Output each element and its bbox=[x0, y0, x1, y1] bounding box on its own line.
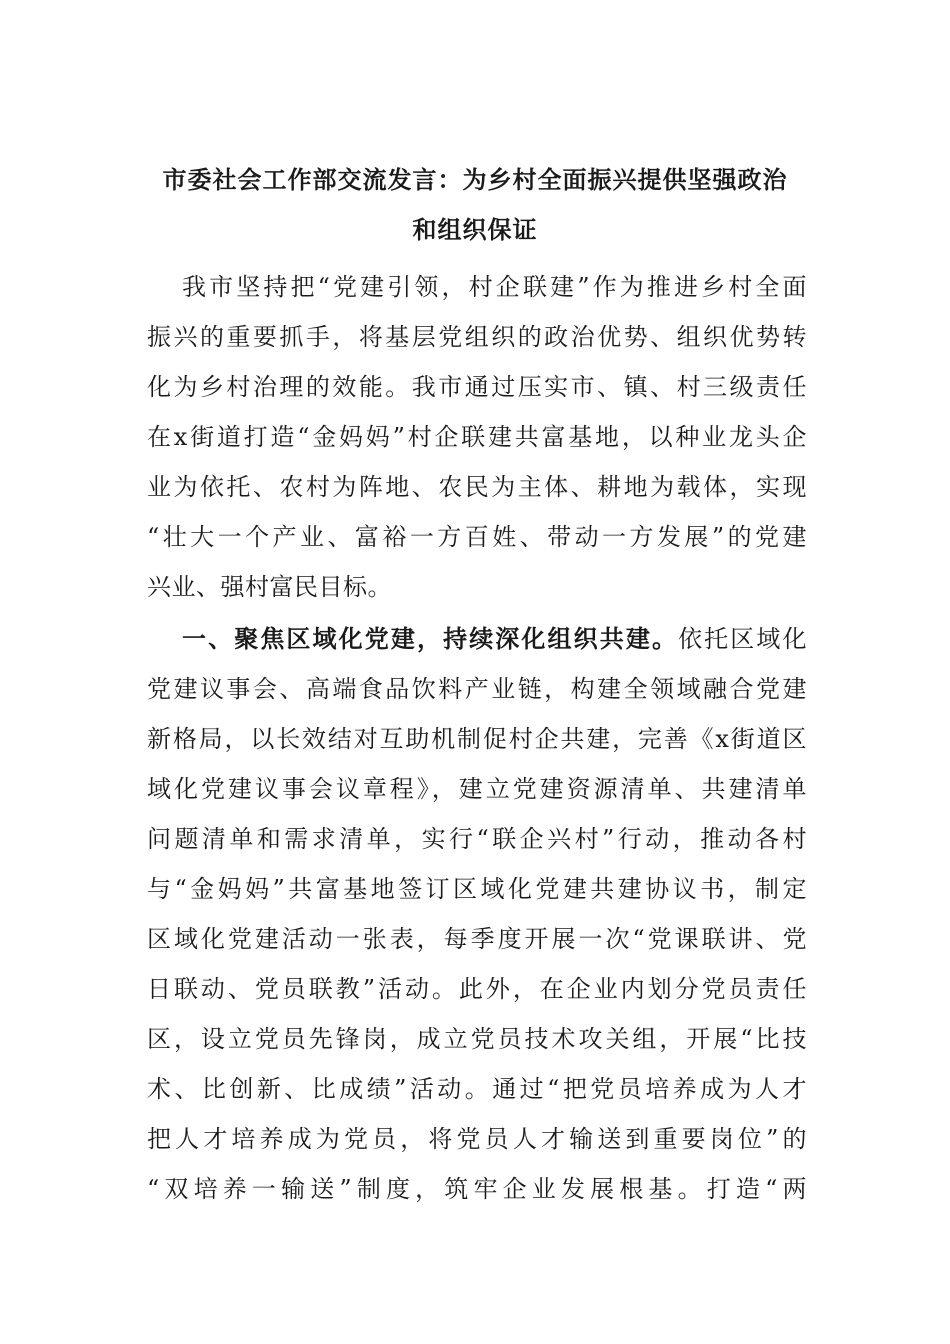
paragraph-2-first-line bbox=[182, 624, 807, 654]
paragraph-2-line: 新格局，以长效结对互助机制促村企共建，完善《x街道区 bbox=[147, 725, 807, 753]
paragraph-1-line: 化为乡村治理的效能。我市通过压实市、镇、村三级责任 bbox=[147, 373, 807, 401]
paragraph-2-line: 日联动、党员联教”活动。此外，在企业内划分党员责任 bbox=[147, 975, 807, 1003]
paragraph-2-line: 问题清单和需求清单，实行“联企兴村”行动，推动各村 bbox=[147, 825, 807, 853]
paragraph-1-line: 业为依托、农村为阵地、农民为主体、耕地为载体，实现 bbox=[147, 473, 807, 501]
paragraph-2-line: 把人才培养成为党员，将党员人才输送到重要岗位”的 bbox=[147, 1125, 807, 1153]
paragraph-2-first-line-rest: 依托区域化 bbox=[678, 625, 808, 653]
paragraph-1-line: 在x街道打造“金妈妈”村企联建共富基地，以种业龙头企 bbox=[147, 423, 807, 451]
document-title-line-1: 市委社会工作部交流发言：为乡村全面振兴提供坚强政治 bbox=[162, 166, 788, 194]
paragraph-2-line: 术、比创新、比成绩”活动。通过“把党员培养成为人才 bbox=[147, 1075, 807, 1103]
paragraph-1-line: 振兴的重要抓手，将基层党组织的政治优势、组织优势转 bbox=[147, 323, 807, 351]
paragraph-1-line: 我市坚持把“党建引领，村企联建”作为推进乡村全面 bbox=[182, 273, 807, 301]
paragraph-2-line: 区域化党建活动一张表，每季度开展一次“党课联讲、党 bbox=[147, 925, 807, 953]
paragraph-2-line: 与“金妈妈”共富基地签订区域化党建共建协议书，制定 bbox=[147, 875, 807, 903]
paragraph-1-line: “壮大一个产业、富裕一方百姓、带动一方发展”的党建 bbox=[147, 523, 807, 551]
document-title-line-2: 和组织保证 bbox=[412, 216, 538, 244]
paragraph-2-line: “双培养一输送”制度，筑牢企业发展根基。打造“两 bbox=[147, 1175, 807, 1203]
paragraph-2-line: 党建议事会、高端食品饮料产业链，构建全领域融合党建 bbox=[147, 675, 807, 703]
section-heading: 一、聚焦区域化党建，持续深化组织共建。 bbox=[182, 625, 679, 653]
paragraph-2-line: 区，设立党员先锋岗，成立党员技术攻关组，开展“比技 bbox=[147, 1025, 807, 1053]
paragraph-1-line: 兴业、强村富民目标。 bbox=[147, 573, 392, 601]
paragraph-2-line: 域化党建议事会议章程》，建立党建资源清单、共建清单 bbox=[147, 775, 807, 803]
